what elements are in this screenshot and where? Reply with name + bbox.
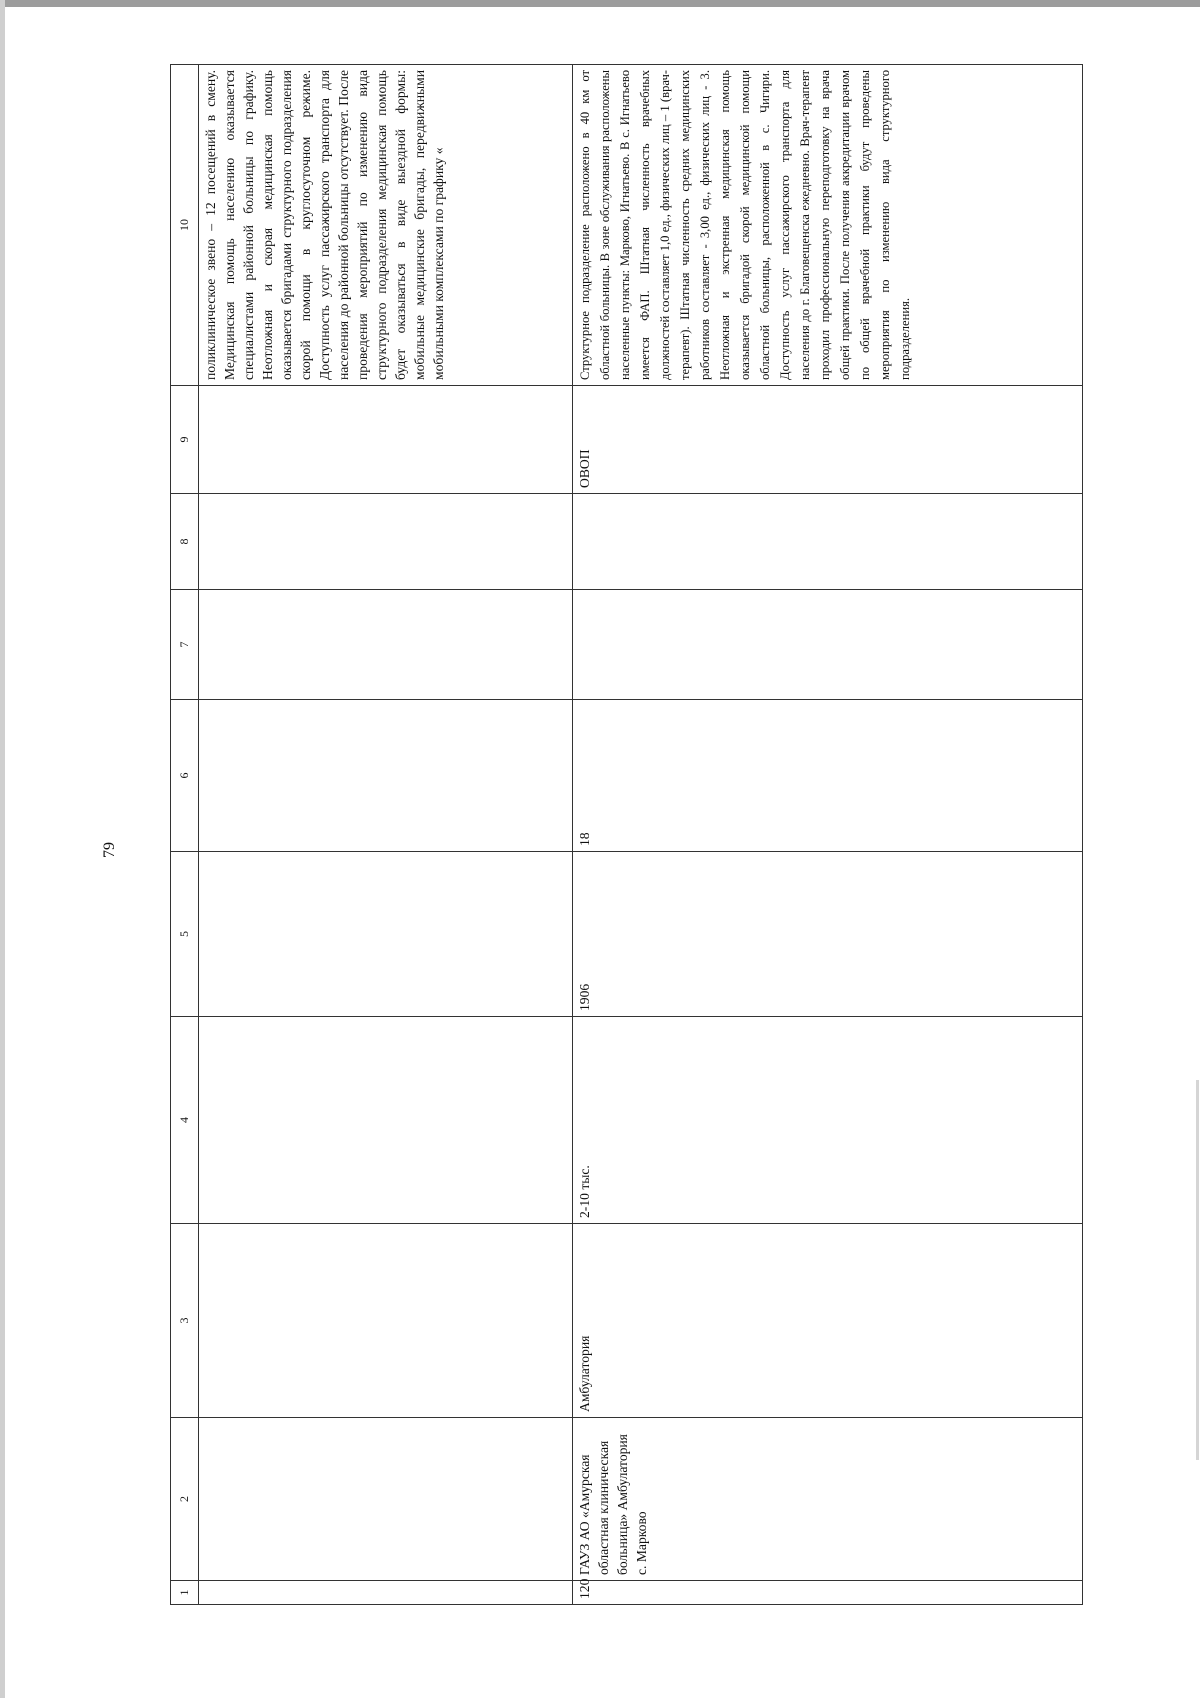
scan-edge-left bbox=[0, 0, 5, 1698]
rotated-table-container bbox=[170, 65, 1080, 1605]
table-cell bbox=[199, 1224, 573, 1418]
column-number: 2 bbox=[171, 1418, 199, 1581]
page-number: 79 bbox=[101, 842, 118, 858]
column-number: 3 bbox=[171, 1224, 199, 1418]
new-type-cell: ОВОП bbox=[573, 386, 1083, 494]
facilities-table bbox=[170, 64, 1083, 1605]
column-number: 9 bbox=[171, 386, 199, 494]
table-cell bbox=[573, 590, 1083, 700]
column-number-row bbox=[171, 65, 199, 1605]
table-cell bbox=[573, 494, 1083, 590]
table-cell bbox=[199, 1418, 573, 1581]
table-cell bbox=[199, 852, 573, 1017]
column-number: 8 bbox=[171, 494, 199, 590]
organization-cell: ГАУЗ АО «Амурская областная клиническая больница» Амбулатория с. Марково bbox=[573, 1418, 1083, 1581]
column-number: 6 bbox=[171, 700, 199, 852]
table-cell bbox=[199, 1017, 573, 1224]
table-cell bbox=[199, 1581, 573, 1605]
table-cell bbox=[199, 494, 573, 590]
table-cell bbox=[199, 700, 573, 852]
scan-edge-top bbox=[0, 0, 1200, 7]
column-number: 4 bbox=[171, 1017, 199, 1224]
population-cell: 1906 bbox=[573, 852, 1083, 1017]
column-number: 1 bbox=[171, 1581, 199, 1605]
column-number: 10 bbox=[171, 65, 199, 386]
scan-edge-right bbox=[1196, 1080, 1199, 1460]
facility-type-cell: Амбулатория bbox=[573, 1224, 1083, 1418]
row-number-cell: 120 bbox=[573, 1581, 1083, 1605]
table-cell bbox=[199, 386, 573, 494]
description-cell: Структурное подразделение расположено в 40 км от областной больницы. В зоне обслуживания расположены населенные пункты: Марково, Игнатьево. В с. Игнатьево имеется ФАП. Штатная численность врачебных должностей составляет 1,0 ед., физических лиц – 1 (врач- терапевт). Штатная численность средних медицинских работников составляет - 3,00 ед., физических лиц - 3. Неотложная и экстренная медицинская помощь оказывается бригадой скорой медицинской помощи областной больницы, расположенной в с. Чигири. Доступность услуг пассажирского транспорта для населения до г. Благовещенска ежедневно. Врач-терапевт проходил профессиональную переподготовку на врача общей практики. После получения аккредитации врачом по общей врачебной практики будут проведены мероприятия по изменению вида структурного подразделения. bbox=[573, 65, 1083, 386]
table-row-continuation bbox=[199, 65, 573, 1605]
distance-cell: 18 bbox=[573, 700, 1083, 852]
population-range-cell: 2-10 тыс. bbox=[573, 1017, 1083, 1224]
column-number: 5 bbox=[171, 852, 199, 1017]
table-cell bbox=[199, 590, 573, 700]
description-cell: поликлиническое звено – 12 посещений в смену. Медицинская помощь населению оказывается специалистами районной больницы по графику. Неотложная и скорая медицинская помощь оказывается бригадами структурного подразделения скорой помощи в круглосуточном режиме. Доступность услуг пассажирского транспорта для населения до районной больницы отсутствует. После проведения мероприятий по изменению вида структурного подразделения медицинская помощь будет оказываться в виде выездной формы: мобильные медицинские бригады, передвижными мобильными комплексами по графику « bbox=[199, 65, 573, 386]
table-row bbox=[573, 65, 1083, 1605]
column-number: 7 bbox=[171, 590, 199, 700]
